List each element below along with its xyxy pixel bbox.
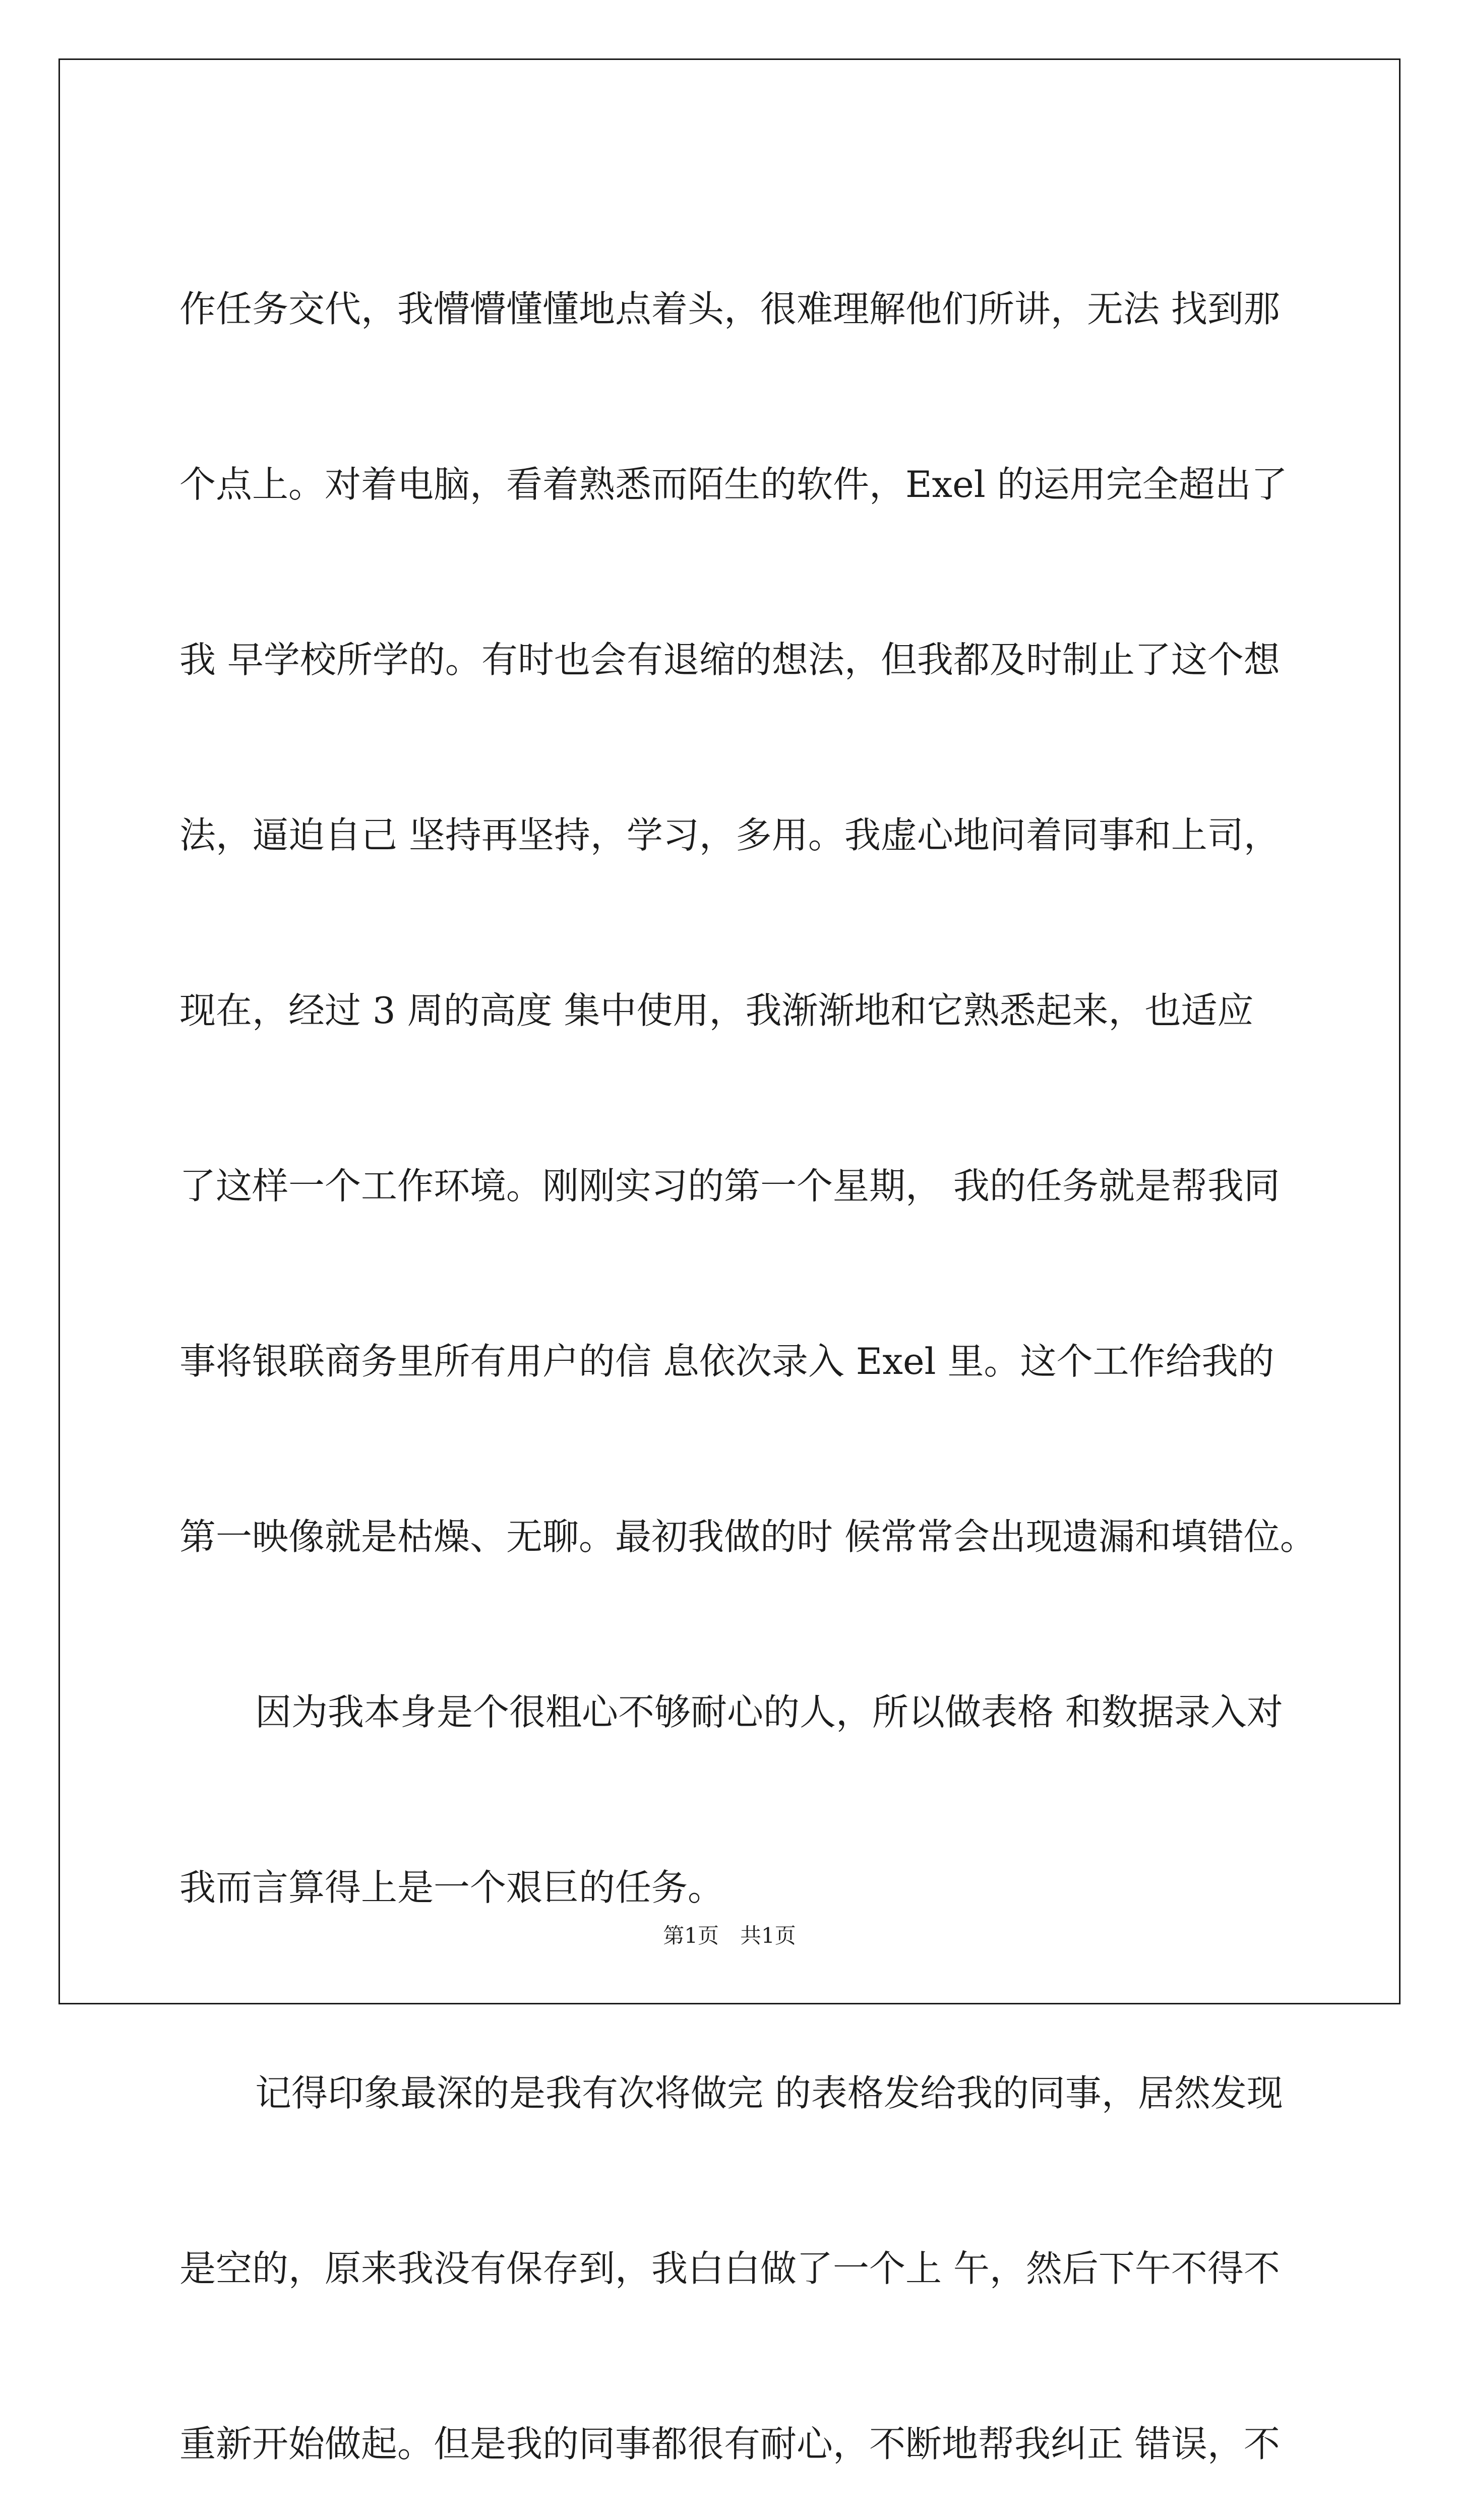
text-line: 了这样一个工作环境。刚刚实习的第一个星期， 我的任务就是帮我同: [179, 1165, 1280, 1207]
text-line: 第一映像就是枯燥、无聊。最初我做的时 候常常会出现遗漏和填错位。: [179, 1516, 1316, 1558]
text-line: 事将银联商务里所有用户的信 息依次录入 Exel 里。这个工作给我的: [179, 1340, 1274, 1382]
text-line: 作任务交代，我懵懵懂懂地点着头，很难理解他们所讲，无法 找到那: [179, 288, 1280, 330]
text-line: 重新开始做起。但是我的同事都很有耐心，不断地帮我纠正 错误，不: [179, 2423, 1280, 2465]
document-body: [179, 199, 1316, 2520]
paragraph-start-line: 记得印象最深的是我有次将做完 的表格发给我的同事，居然发现: [255, 2072, 1283, 2114]
paragraph-start-line: 因为我本身是个很粗心不够耐心的人，所以做表格 和数据录入对: [255, 1691, 1283, 1733]
text-line: 我而言算得上是一个艰巨的任务。: [179, 1866, 724, 1909]
text-line: 我 早学校所学的。有时也会有退缩的想法，但我都及时制止了这个想: [179, 639, 1280, 681]
page-number-footer: 第1页 共1页: [663, 1923, 796, 1948]
text-line: 现在，经过 3 周的高度 集中使用，我渐渐地和它熟悉起来，也适应: [179, 989, 1254, 1032]
text-line: 个点上。对着电脑，看着熟悉而陌生的软件，Exel 的运用完全超出了: [179, 463, 1288, 506]
text-line: 是空的，原来我没有保存到，我白白做了一个上 午，然后下午不得不: [179, 2247, 1280, 2290]
text-line: 法，逼迫自己 坚持再坚持，学习，多用。我虚心地问着同事和上司，: [179, 814, 1280, 856]
